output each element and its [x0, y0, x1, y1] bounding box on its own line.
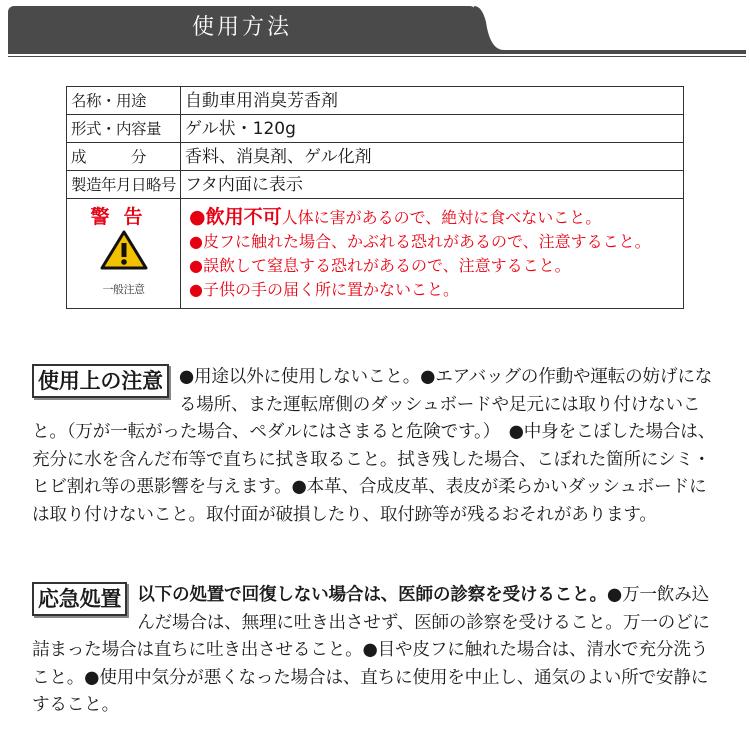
usage-notes-title: 使用上の注意	[32, 364, 169, 398]
warning-line3: ●誤飲して窒息する恐れがあるので、注意すること。	[189, 256, 571, 275]
warning-line2: ●皮フに触れた場合、かぶれる恐れがあるので、注意すること。	[189, 232, 651, 251]
table-row	[67, 87, 684, 115]
warning-row	[67, 199, 684, 309]
tab-corner-decoration	[474, 6, 504, 54]
warning-label-cell	[67, 199, 181, 309]
section-title: 使用方法	[191, 15, 292, 40]
warning-line1: 人体に害があるので、絶対に食べないこと。	[281, 208, 602, 227]
warning-triangle-icon	[99, 229, 149, 271]
section-header-tab	[8, 6, 476, 50]
first-aid-section	[32, 582, 722, 720]
spec-value: ゲル状・120g	[181, 115, 684, 143]
header-rule-thin	[8, 56, 746, 57]
warning-text-cell	[181, 199, 684, 309]
usage-notes-text: ●用途以外に使用しないこと。●エアバッグの作動や運転の妨げになる場所、また運転席側のダッシュボードや足元には取り付けないこと。（万が一転がった場合、ペダルにはさまると危険です。） ●中身をこぼした場合は、充分に水を含んだ布等で直ちに拭き取ること。拭き残した場合、こぼれた箇所にシミ・ヒビ割れ等の悪影響を与えます。●本革、合成皮革、表皮が柔らかいダッシュボードには取り付けないこと。取付面が破損したり、取付跡等が残るおそれがあります。	[32, 367, 716, 525]
spec-table	[66, 86, 684, 309]
usage-notes-section	[32, 364, 722, 529]
table-row	[67, 143, 684, 171]
warning-no-drink: ●飲用不可	[189, 206, 282, 228]
first-aid-title: 応急処置	[32, 582, 127, 616]
warning-line4: ●子供の手の届く所に置かないこと。	[189, 280, 459, 299]
spec-value: 自動車用消臭芳香剤	[181, 87, 684, 115]
first-aid-text: ●万一飲み込んだ場合は、無理に吐き出させず、医師の診察を受けること。万一のどに詰まった場合は直ちに吐き出させること。●目や皮フに触れた場合は、清水で充分洗うこと。●使用中気分が悪くなった場合は、直ちに使用を中止し、通気のよい所で安静にすること。	[32, 585, 710, 715]
spec-key: 名称・用途	[67, 87, 181, 115]
warning-sublabel: 一般注意	[102, 283, 145, 296]
spec-key: 成 分	[67, 143, 181, 171]
spec-key: 製造年月日略号	[67, 171, 181, 199]
spec-value: 香料、消臭剤、ゲル化剤	[181, 143, 684, 171]
spec-key: 形式・内容量	[67, 115, 181, 143]
warning-label: 警告	[90, 206, 157, 228]
first-aid-bold: 以下の処置で回復しない場合は、医師の診察を受けること。	[137, 585, 607, 605]
header-rule	[8, 50, 746, 54]
table-row	[67, 171, 684, 199]
table-row	[67, 115, 684, 143]
spec-value: フタ内面に表示	[181, 171, 684, 199]
